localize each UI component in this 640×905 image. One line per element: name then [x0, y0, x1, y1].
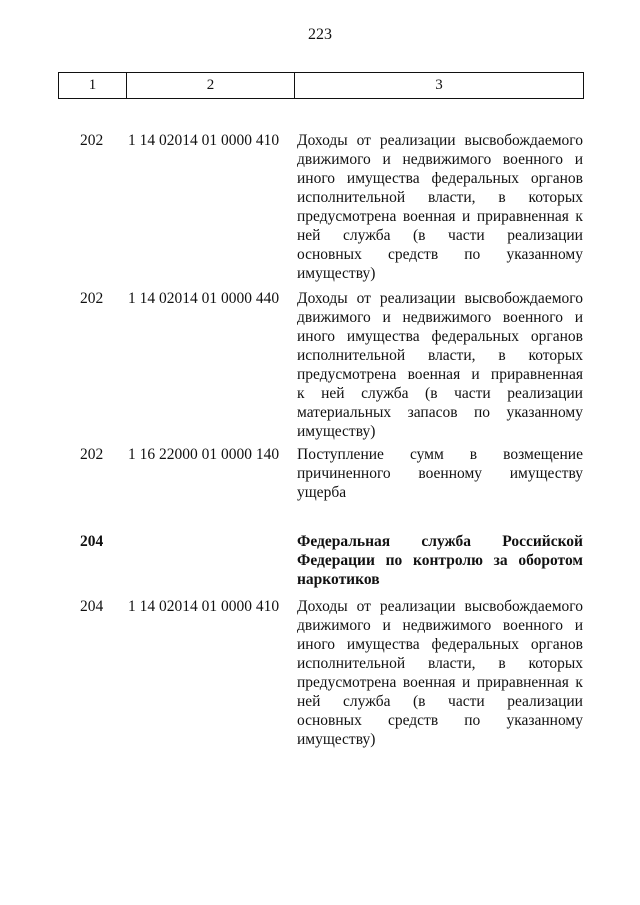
- description-line: Доходы от реализации высвобождаемого: [297, 132, 583, 149]
- admin-code: 202: [80, 290, 104, 307]
- description-line: исполнительной власти, в которых: [297, 655, 583, 672]
- page-number: 223: [308, 26, 332, 43]
- description-line: ней служба (в части реализации: [297, 227, 583, 244]
- agency-name-line: наркотиков: [297, 571, 380, 588]
- description-line: исполнительной власти, в которых: [297, 347, 583, 364]
- budget-class-code: 1 14 02014 01 0000 440: [128, 290, 280, 307]
- description-line: движимого и недвижимого военного и: [297, 309, 583, 326]
- description-line: к ней служба (в части реализации: [297, 385, 583, 402]
- revenue-description: [297, 289, 583, 441]
- description-line: основных средств по указанному: [297, 246, 583, 263]
- agency-code: 204: [80, 533, 104, 550]
- description-line: предусмотрена военная и приравненная к: [297, 674, 583, 691]
- description-line: предусмотрена военная и приравненная к: [297, 208, 583, 225]
- column-header-2: 2: [127, 73, 295, 99]
- description-line: исполнительной власти, в которых: [297, 189, 583, 206]
- agency-name-line: Федеральная служба Российской: [297, 533, 583, 550]
- agency-name-line: Федерации по контролю за оборотом: [297, 552, 583, 569]
- agency-name: [297, 532, 583, 589]
- description-line: основных средств по указанному: [297, 712, 583, 729]
- description-line: предусмотрена военная и приравненная: [297, 366, 583, 383]
- budget-class-code: 1 14 02014 01 0000 410: [128, 598, 280, 615]
- description-line: материальных запасов по указанному: [297, 404, 583, 421]
- budget-class-code: 1 16 22000 01 0000 140: [128, 446, 280, 463]
- description-line: имуществу): [297, 265, 376, 282]
- description-line: причиненного военному имуществу: [297, 465, 583, 482]
- column-header-row: [59, 73, 584, 99]
- description-line: имуществу): [297, 731, 376, 748]
- description-line: иного имущества федеральных органов: [297, 328, 583, 345]
- description-line: движимого и недвижимого военного и: [297, 151, 583, 168]
- description-line: имуществу): [297, 423, 376, 440]
- column-header-table: [58, 72, 584, 99]
- description-line: иного имущества федеральных органов: [297, 636, 583, 653]
- budget-class-code: 1 14 02014 01 0000 410: [128, 132, 280, 149]
- admin-code: 202: [80, 132, 104, 149]
- revenue-description: [297, 131, 583, 283]
- admin-code: 202: [80, 446, 104, 463]
- revenue-description: [297, 445, 583, 502]
- description-line: ущерба: [297, 484, 347, 501]
- description-line: Поступление сумм в возмещение: [297, 446, 583, 463]
- column-header-1: 1: [59, 73, 127, 99]
- column-header-3: 3: [295, 73, 584, 99]
- description-line: Доходы от реализации высвобождаемого: [297, 598, 583, 615]
- description-line: ней служба (в части реализации: [297, 693, 583, 710]
- revenue-description: [297, 597, 583, 749]
- description-line: Доходы от реализации высвобождаемого: [297, 290, 583, 307]
- description-line: движимого и недвижимого военного и: [297, 617, 583, 634]
- description-line: иного имущества федеральных органов: [297, 170, 583, 187]
- admin-code: 204: [80, 598, 104, 615]
